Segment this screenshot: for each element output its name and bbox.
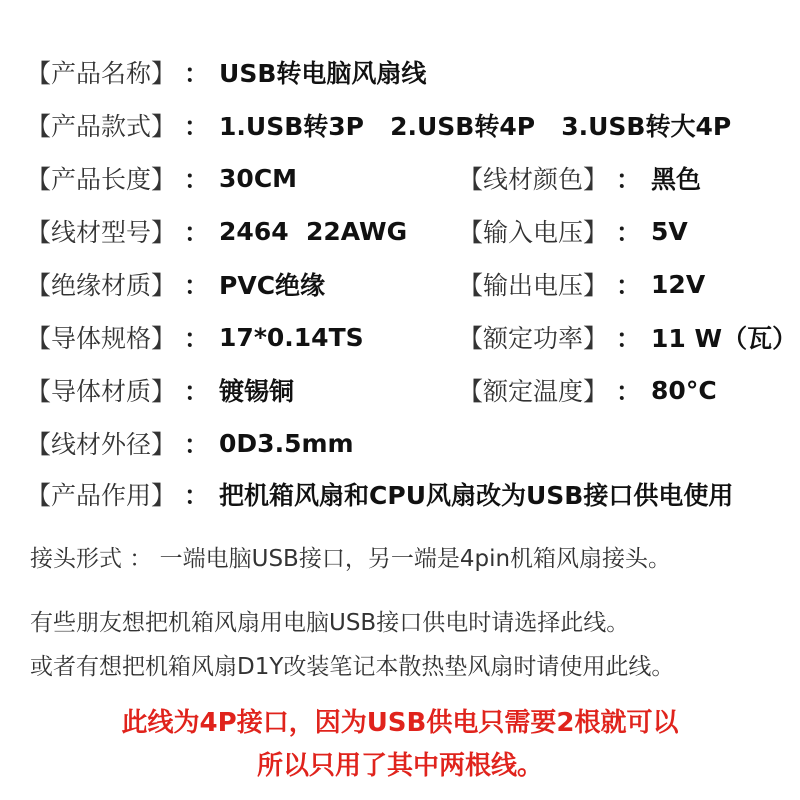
spec-label: 【产品名称】 — [26, 59, 177, 88]
spec-label: 【线材颜色】 — [458, 165, 609, 194]
spec-separator: ： — [616, 377, 642, 406]
spec-label: 【线材型号】 — [26, 218, 177, 247]
spec-rated-power — [458, 317, 797, 357]
warning-line: 此线为4P接口，因为USB供电只需要2根就可以 — [121, 708, 679, 738]
spec-value: 80°C — [651, 375, 717, 405]
spec-label: 【额定功率】 — [458, 324, 609, 353]
spec-label: 【产品长度】 — [26, 165, 177, 194]
spec-insulation — [26, 264, 325, 304]
spec-separator: ： — [184, 481, 210, 510]
spec-value: 2464 22AWG — [219, 216, 408, 246]
spec-output-voltage — [458, 264, 705, 304]
warning-line: 所以只用了其中两根线。 — [256, 751, 543, 781]
spec-separator: ： — [616, 271, 642, 300]
spec-separator: ： — [184, 271, 210, 300]
spec-label: 【额定温度】 — [458, 377, 609, 406]
spec-product-style — [26, 105, 731, 145]
spec-value: 5V — [651, 216, 688, 246]
spec-conductor-spec — [26, 317, 364, 357]
spec-separator: ： — [616, 218, 642, 247]
spec-value: 黑色 — [651, 165, 702, 194]
spec-label: 【绝缘材质】 — [26, 271, 177, 300]
spec-wire-color — [458, 158, 701, 198]
spec-value: 11 W（瓦） — [651, 324, 798, 353]
spec-value: 把机箱风扇和CPU风扇改为USB接口供电使用 — [219, 481, 734, 510]
spec-label: 【产品作用】 — [26, 481, 177, 510]
spec-label: 【输入电压】 — [458, 218, 609, 247]
spec-label: 【导体材质】 — [26, 377, 177, 406]
spec-separator: ： — [184, 324, 210, 353]
spec-outer-diameter — [26, 423, 354, 463]
spec-separator: ： — [184, 430, 210, 459]
spec-conductor-material — [26, 370, 294, 410]
spec-product-function — [26, 474, 733, 514]
spec-separator: ： — [184, 377, 210, 406]
spec-value: 12V — [651, 269, 706, 299]
spec-label: 【导体规格】 — [26, 324, 177, 353]
usage-note: 有些朋友想把机箱风扇用电脑USB接口供电时请选择此线。 — [30, 610, 630, 636]
spec-label: 【线材外径】 — [26, 430, 177, 459]
spec-product-length — [26, 158, 297, 198]
spec-separator: ： — [616, 165, 642, 194]
spec-label: 【产品款式】 — [26, 112, 177, 141]
spec-separator: ： — [184, 218, 210, 247]
usage-note: 或者有想把机箱风扇D1Y改装笔记本散热垫风扇时请使用此线。 — [30, 654, 675, 680]
spec-value: USB转电脑风扇线 — [219, 59, 427, 88]
connector-note: 接头形式 ： 一端电脑USB接口，另一端是4pin机箱风扇接头。 — [30, 546, 672, 572]
spec-value: 30CM — [219, 163, 298, 193]
spec-product-name — [26, 52, 426, 92]
spec-value: 1.USB转3P 2.USB转4P 3.USB转大4P — [219, 112, 732, 141]
spec-value: 镀锡铜 — [219, 377, 295, 406]
spec-value: 0D3.5mm — [219, 428, 354, 458]
spec-wire-model — [26, 211, 407, 251]
spec-separator: ： — [616, 324, 642, 353]
spec-input-voltage — [458, 211, 688, 251]
spec-separator: ： — [184, 112, 210, 141]
spec-separator: ： — [184, 165, 210, 194]
spec-value: PVC绝缘 — [219, 271, 326, 300]
spec-rated-temperature — [458, 370, 717, 410]
spec-label: 【输出电压】 — [458, 271, 609, 300]
spec-separator: ： — [184, 59, 210, 88]
spec-value: 17*0.14TS — [219, 322, 364, 352]
